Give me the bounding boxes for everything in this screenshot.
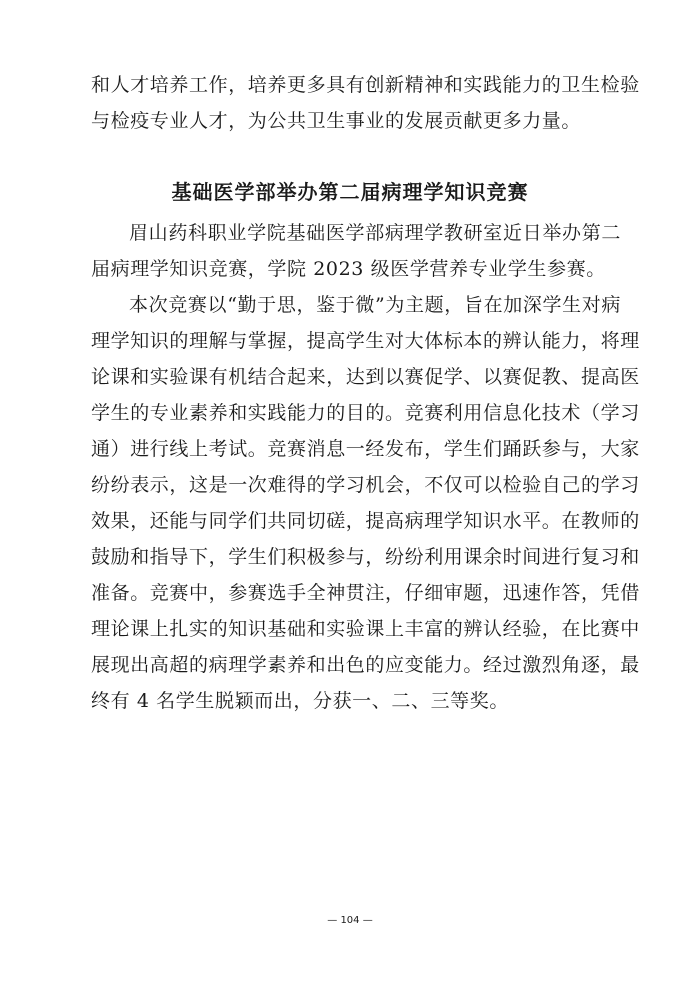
paragraph2-line-4: 学生的专业素养和实践能力的目的。竞赛利用信息化技术（学习 — [91, 402, 640, 424]
paragraph2-line-12: 终有 4 名学生脱颖而出，分获一、二、三等奖。 — [91, 690, 509, 712]
previous-section-line-2: 与检疫专业人才，为公共卫生事业的发展贡献更多力量。 — [91, 110, 582, 132]
paragraph1-line-2: 届病理学知识竞赛，学院 2023 级医学营养专业学生参赛。 — [91, 258, 606, 280]
paragraph2-line-5: 通）进行线上考试。竞赛消息一经发布，学生们踊跃参与，大家 — [91, 438, 640, 460]
paragraph2-line-7: 效果，还能与同学们共同切磋，提高病理学知识水平。在教师的 — [91, 510, 640, 532]
paragraph2-line-2: 理学知识的理解与掌握，提高学生对大体标本的辨认能力，将理 — [91, 330, 640, 352]
paragraph2-line-8: 鼓励和指导下，学生们积极参与，纷纷利用课余时间进行复习和 — [91, 546, 640, 568]
article-title: 基础医学部举办第二届病理学知识竞赛 — [171, 180, 529, 204]
paragraph2-line-11: 展现出高超的病理学素养和出色的应变能力。经过激烈角逐，最 — [91, 654, 640, 676]
paragraph2-line-6: 纷纷表示，这是一次难得的学习机会，不仅可以检验自己的学习 — [91, 474, 640, 496]
paragraph2-line-10: 理论课上扎实的知识基础和实验课上丰富的辨认经验，在比赛中 — [91, 618, 640, 640]
previous-section-line-1: 和人才培养工作，培养更多具有创新精神和实践能力的卫生检验 — [91, 74, 640, 96]
paragraph2-line-1: 本次竞赛以“勤于思，鉴于微”为主题，旨在加深学生对病 — [129, 294, 621, 316]
page-number: — 104 — — [327, 915, 373, 926]
paragraph1-line-1: 眉山药科职业学院基础医学部病理学教研室近日举办第二 — [129, 222, 621, 244]
paragraph2-line-3: 论课和实验课有机结合起来，达到以赛促学、以赛促教、提高医 — [91, 366, 640, 388]
paragraph2-line-9: 准备。竞赛中，参赛选手全神贯注，仔细审题，迅速作答，凭借 — [91, 582, 640, 604]
